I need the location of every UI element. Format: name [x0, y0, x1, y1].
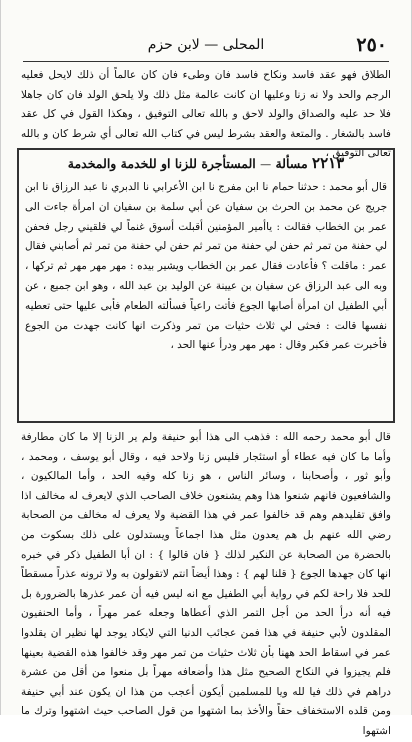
question-box — [17, 148, 395, 423]
heading-separator: — — [260, 158, 272, 171]
question-body: قال أبو محمد : حدثنا حمام نا ابن مفرج نا ابن الأعرابي نا الدبري نا عبد الرزاق نا ابن جريج عن محمد بن الحرث بن سفيان عن أبي سلمة بن سفيان ان امرأة جاءت الى عمر بن الخطاب فقالت : ياأمير المؤمنين أقبلت أسوق غنماً لي فلقيني رجل فحفن لي حفنة من تمر ثم حفن لي حفنة من تمر ثم حفن لي حفنة من تمر ثم أصابني فقال عمر : ماقلت ؟ فأعادت فقال عمر بن الخطاب ويشير بيده : مهر مهر مهر ثم تركها ، وبه الى عبد الرزاق عن سفيان بن عيينة عن الوليد بن عبد الله ، وهو ابن جميع ، عن أبي الطفيل ان امرأة أصابها الجوع فأتت راعياً فسألته الطعام فأبى عليها حتى تعطيه نفسها قالت : فحثى لي ثلاث حثيات من تمر وذكرت انها كانت جهدت من الجوع فأخبرت عمر فكبر وقال : مهر مهر ودرأ عنها الحد ، — [25, 181, 387, 352]
question-title: المستأجرة للزنا او للخدمة والمخدمة — [67, 156, 256, 171]
paragraph-bottom: قال أبو محمد رحمه الله : فذهب الى هذا أبو حنيفة ولم ير الزنا إلا ما كان مطارفة وأما ما كان فيه عطاء أو استئجار فليس زنا ولاحد فيه ، وقال أبو يوسف ، ومحمد ، وأبو ثور ، وأصحابنا ، وسائر الناس ، هو زنا كله وفيه الحد ، وأما المالكيون ، والشافعيون فانهم شنعوا هذا وهم يشنعون خلاف الصاحب الذي لايعرف له مخالف اذا وافق تقليدهم وهم قد خالفوا عمر في هذا القضية ولا يعرف له مخالف من الصحابة رضي الله عنهم بل هم يعدون مثل هذا اجماعاً ويستدلون على ذلك بسكوت من بالحضرة من الصحابة عن النكير لذلك { فان قالوا } : ان أبا الطفيل ذكر في خبره انها كان جهدها الجوع { قلنا لهم } : وهذا أيضاً انتم لاتقولون به ولا ترونه عذراً مسقطاً للحد فلا راحة لكم في رواية أبي الطفيل مع انه ليس فيه أن عمر عذرها بالضرورة بل فيه أنه درأ الحد من أجل التمر الذي أعطاها وجعله عمر مهراً ، وأما الحنفيون المقلدون لأبي حنيفة في هذا فمن عجائب الدنيا التي لايكاد يوجد لها نظير ان يقلدوا عمر في اسقاط الحد ههنا بأن ثلاث حثيات من تمر مهر وقد خالفوا هذه القضية بعينها فلم يجيزوا في النكاح الصحيح مثل هذا وأضعافه مهراً بل منعوا من أقل من عشرة دراهم في ذلك فيا لله ويا للمسلمين أيكون أعجب من هذا ان يكون عند أبي حنيفة ومن قلده الاستخفاف حقاً والأخذ بما اشتهوا من قول الصاحب حيث اشتهوا وترك ما اشتهوا — [21, 431, 391, 737]
header-rule — [23, 61, 389, 62]
paragraph-top: الطلاق فهو عقد فاسد ونكاح فاسد فان وطىء فان كان عالماً أن ذلك لايحل فعليه الرجم والحد ولا نه زنا وعليها ان كانت عالمة مثل ذلك ولا يلحق الولد فان كان جاهلا فلا حد عليه والصداق والولد لاحق و بالله تعالى التوفيق ، وهكذا القول في كل عقد فاسد بالشغار . والمتعة والعقد بشرط ليس في كتاب الله تعالى أي شرط كان و بالله تعالى التوفيق ، — [21, 69, 391, 160]
page-header — [23, 34, 389, 60]
question-heading — [27, 153, 385, 175]
question-number: ٢٢١٣ — [312, 154, 345, 172]
running-title: المحلى — لابن حزم — [147, 37, 265, 53]
question-word: مسألة — [275, 156, 308, 171]
page-number: ٢٥٠ — [356, 34, 387, 56]
